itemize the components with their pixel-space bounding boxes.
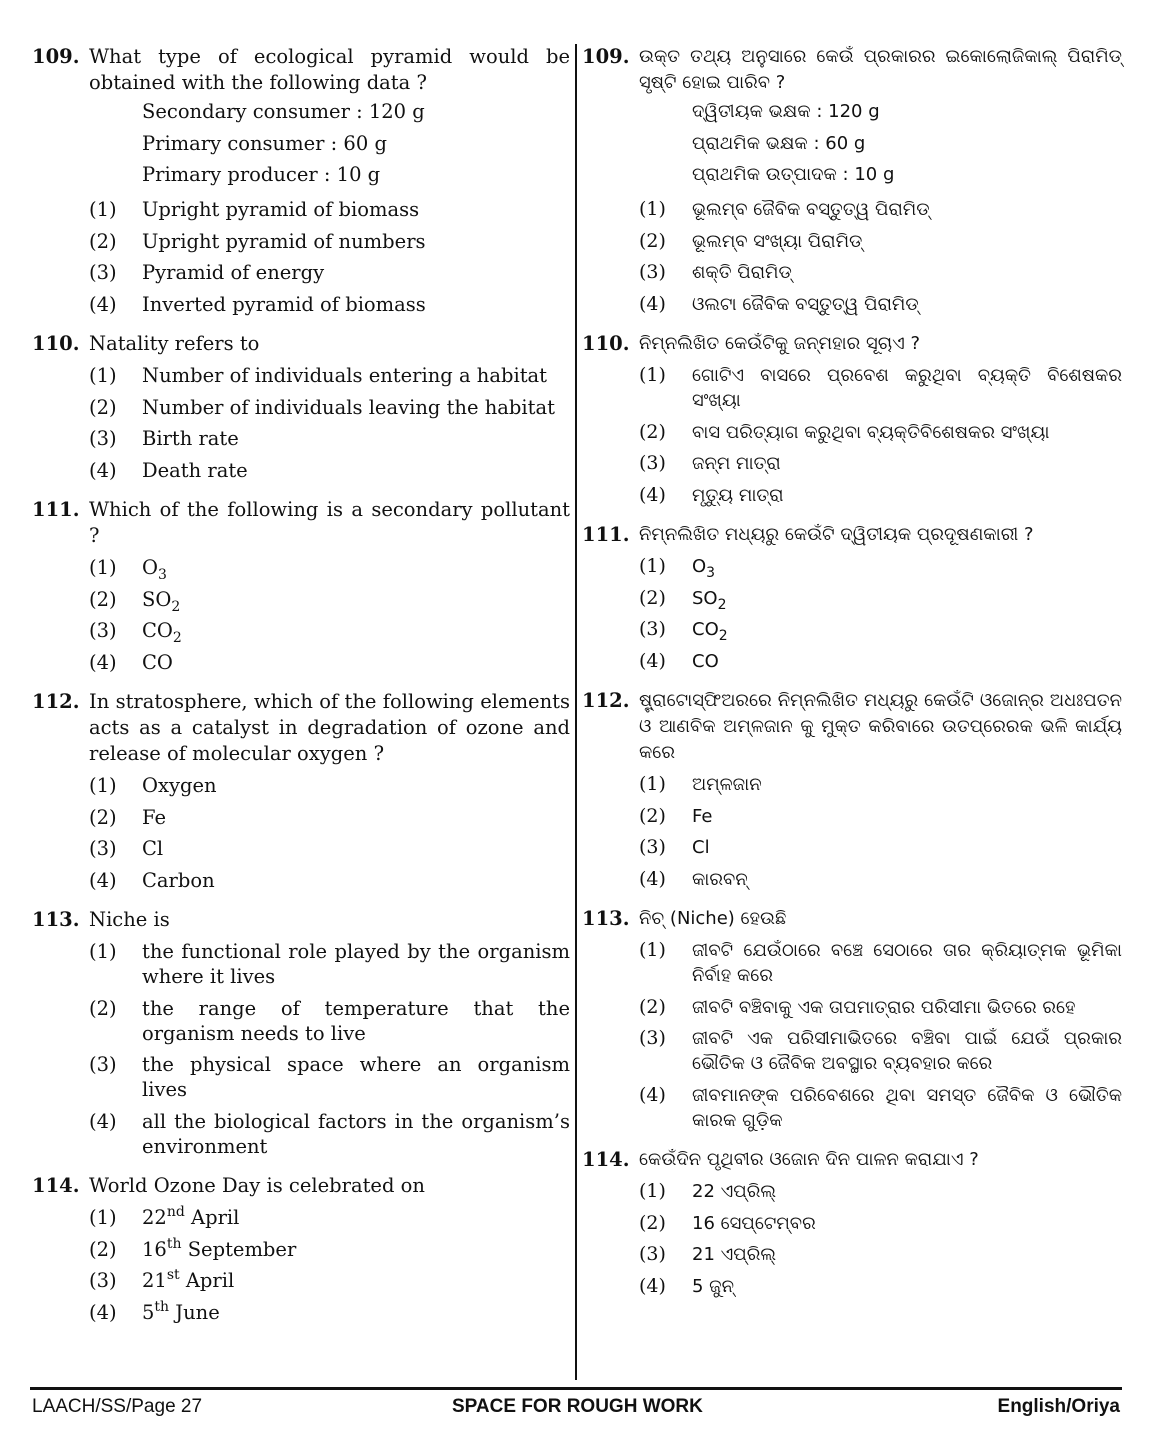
formula-subscript: 2 bbox=[717, 596, 727, 613]
question-head bbox=[582, 1147, 1122, 1173]
question-head bbox=[32, 689, 570, 767]
option-number: (1) bbox=[89, 556, 117, 579]
option bbox=[582, 420, 1122, 445]
option bbox=[32, 426, 570, 451]
question-head bbox=[582, 522, 1122, 548]
option bbox=[582, 451, 1122, 476]
option-number: (4) bbox=[89, 292, 117, 316]
option-text: ଜୀବଟି ବଞ୍ଚିବାକୁ ଏକ ତାପମାତ୍ରାର ପରିସୀମା ଭିତରେ ରହେ bbox=[692, 996, 1076, 1018]
option bbox=[582, 1242, 1122, 1267]
option-number: (2) bbox=[639, 229, 666, 252]
question-110 bbox=[582, 331, 1122, 508]
date-ordinal: nd bbox=[166, 1204, 185, 1220]
option-number: (1) bbox=[639, 939, 666, 961]
option-number: (4) bbox=[89, 868, 117, 892]
question-text: Which of the following is a secondary pollutant ? bbox=[89, 497, 570, 547]
option-text: 22 ଏପ୍ରିଲ୍ bbox=[692, 1181, 777, 1202]
formula-subscript: 2 bbox=[171, 598, 181, 615]
question-number: 110. bbox=[32, 331, 80, 355]
option-text: 21 ଏପ୍ରିଲ୍ bbox=[692, 1244, 777, 1265]
formula-base: O bbox=[142, 556, 158, 579]
date-month: September bbox=[187, 1237, 297, 1261]
option-number: (3) bbox=[639, 452, 666, 474]
option bbox=[582, 804, 1122, 829]
question-number: 113. bbox=[32, 907, 80, 931]
option-number: (2) bbox=[89, 805, 117, 829]
option-number: (2) bbox=[639, 586, 666, 609]
option bbox=[582, 363, 1122, 413]
option-text: Number of individuals entering a habitat bbox=[142, 364, 547, 387]
option bbox=[582, 1179, 1122, 1204]
option bbox=[582, 867, 1122, 892]
option-number: (2) bbox=[89, 395, 117, 419]
option-text: ଅମ୍ଳଜାନ bbox=[692, 774, 762, 795]
option-number: (3) bbox=[89, 1053, 117, 1076]
question-text: Niche is bbox=[89, 907, 170, 931]
question-number: 109. bbox=[32, 45, 80, 68]
option bbox=[32, 773, 570, 798]
question-head bbox=[582, 688, 1122, 766]
question-text: World Ozone Day is celebrated on bbox=[89, 1173, 425, 1197]
date-month: April bbox=[191, 1206, 240, 1229]
question-number: 112. bbox=[582, 688, 630, 712]
option-number: (4) bbox=[639, 867, 666, 890]
option-number: (4) bbox=[639, 292, 666, 315]
data-line: ପ୍ରାଥମିକ ଉତ୍ପାଦକ : 10 g bbox=[692, 164, 895, 185]
option bbox=[582, 772, 1122, 797]
option-number: (2) bbox=[639, 1211, 666, 1234]
option-number: (1) bbox=[89, 1206, 117, 1229]
option-text: 16 ସେପ୍ଟେମ୍ବର bbox=[692, 1212, 816, 1234]
option bbox=[582, 1083, 1122, 1133]
option bbox=[32, 1237, 570, 1262]
option-text: ବାସ ପରିତ୍ୟାଗ କରୁଥିବା ବ୍ୟକ୍ତିବିଶେଷକର ସଂଖ୍ୟା bbox=[692, 421, 1050, 443]
option-number: (1) bbox=[89, 364, 117, 387]
question-head bbox=[32, 44, 570, 96]
option bbox=[32, 395, 570, 420]
option bbox=[32, 868, 570, 893]
data-line: Secondary consumer : 120 g bbox=[142, 100, 425, 123]
option-text: କାରବନ୍ bbox=[692, 868, 748, 890]
option-number: (4) bbox=[639, 483, 666, 506]
option bbox=[582, 1211, 1122, 1236]
option bbox=[582, 835, 1122, 860]
option bbox=[582, 483, 1122, 508]
option bbox=[582, 995, 1122, 1020]
option-text: ଜୀବଟି ଯେଉଁଠାରେ ବଞ୍ଚେ ସେଠାରେ ତାର କ୍ରିୟାତ୍ମକ ଭୂମିକା ନିର୍ବାହ କରେ bbox=[692, 940, 1122, 986]
option-number: (2) bbox=[89, 996, 117, 1020]
question-112 bbox=[582, 688, 1122, 892]
option-number: (3) bbox=[639, 1027, 666, 1049]
question-data bbox=[692, 96, 1122, 191]
option-text: Upright pyramid of numbers bbox=[142, 229, 426, 253]
option bbox=[582, 938, 1122, 988]
page-code: LAACH/SS/Page 27 bbox=[32, 1396, 203, 1417]
date-ordinal: th bbox=[166, 1235, 182, 1252]
option bbox=[32, 996, 570, 1046]
option-number: (3) bbox=[89, 427, 117, 450]
option-number: (3) bbox=[89, 837, 117, 860]
question-number: 114. bbox=[582, 1147, 630, 1171]
question-number: 109. bbox=[582, 45, 630, 68]
date-month: April bbox=[185, 1269, 235, 1292]
formula-subscript: 2 bbox=[172, 630, 182, 646]
option-number: (3) bbox=[89, 261, 117, 284]
data-line: Primary producer : 10 g bbox=[142, 163, 381, 186]
option bbox=[32, 587, 570, 615]
date-day: 22 bbox=[142, 1206, 167, 1229]
question-111 bbox=[32, 497, 570, 675]
date-ordinal: st bbox=[166, 1267, 180, 1283]
question-text: In stratosphere, which of the following elements acts as a catalyst in degradation of ozone and release of molecular oxygen ? bbox=[89, 689, 570, 765]
option-text: ଜୀବଟି ଏକ ପରିସୀମାଭିତରେ ବଞ୍ଚିବା ପାଇଁ ଯେଉଁ ପ୍ରକାର ଭୌତିକ ଓ ଜୈବିକ ଅବସ୍ଥାର ବ୍ୟବହାର କରେ bbox=[692, 1028, 1122, 1074]
question-text: ଷ୍ଟ୍ରାଟୋସ୍ଫିଅରରେ ନିମ୍ନଲିଖିତ ମଧ୍ୟରୁ କେଉଁଟି ଓଜୋନ୍‌ର ଅଧଃପତନ ଓ ଆଣବିକ ଅମ୍ଳଜାନ କୁ ମୁକ୍ତ କରିବାରେ ଉତପ୍ରେରକ ଭଳି କାର୍ଯ୍ୟ କରେ bbox=[639, 689, 1122, 763]
date-day: 21 bbox=[142, 1269, 167, 1292]
question-number: 113. bbox=[582, 906, 630, 930]
question-data bbox=[142, 96, 570, 191]
option bbox=[32, 363, 570, 388]
formula-base: O bbox=[692, 556, 707, 577]
option-number: (1) bbox=[639, 1180, 666, 1202]
option bbox=[32, 229, 570, 254]
date-month: June bbox=[175, 1300, 220, 1324]
question-text: What type of ecological pyramid would be obtained with the following data ? bbox=[89, 45, 570, 94]
option bbox=[32, 292, 570, 317]
option-text bbox=[142, 1268, 570, 1293]
option-number: (2) bbox=[89, 229, 117, 253]
option-text bbox=[142, 555, 570, 583]
option-number: (1) bbox=[639, 555, 666, 577]
option-text bbox=[692, 617, 1122, 642]
option-number: (3) bbox=[89, 1269, 117, 1292]
option-number: (4) bbox=[639, 1083, 666, 1106]
formula-subscript: 2 bbox=[718, 628, 728, 644]
option bbox=[582, 1274, 1122, 1299]
question-number: 111. bbox=[32, 497, 80, 521]
option-text: ଗୋଟିଏ ବାସରେ ପ୍ରବେଶ କରୁଥିବା ବ୍ୟକ୍ତି ବିଶେଷକର ସଂଖ୍ୟା bbox=[692, 365, 1122, 411]
option-number: (1) bbox=[639, 773, 666, 795]
question-text: ନିଚ୍ (Niche) ହେଉଛି bbox=[639, 907, 787, 929]
option-text bbox=[142, 1300, 570, 1325]
option bbox=[32, 555, 570, 583]
option bbox=[582, 292, 1122, 317]
option bbox=[32, 1205, 570, 1230]
option-text: the functional role played by the organism where it lives bbox=[142, 940, 570, 988]
option-number: (4) bbox=[89, 1300, 117, 1324]
question-110 bbox=[32, 331, 570, 483]
option-text: Inverted pyramid of biomass bbox=[142, 292, 426, 316]
option-number: (4) bbox=[89, 650, 117, 674]
option-number: (3) bbox=[639, 618, 666, 640]
option bbox=[32, 836, 570, 861]
option-text: ଭୂଲମ୍ବ ଜୈବିକ ବସ୍ତୁତ୍ୱ ପିରାମିଡ୍ bbox=[692, 199, 930, 220]
option-number: (4) bbox=[89, 1109, 117, 1133]
option-text: CO bbox=[142, 650, 173, 674]
option bbox=[582, 1026, 1122, 1076]
option bbox=[32, 1109, 570, 1159]
option-number: (2) bbox=[89, 1237, 117, 1261]
data-line: Primary consumer : 60 g bbox=[142, 131, 387, 155]
question-head bbox=[32, 907, 570, 933]
question-text: ନିମ୍ନଲିଖିତ ମଧ୍ୟରୁ କେଉଁଟି ଦ୍ୱିତୀୟକ ପ୍ରଦୂଷଣକାରୀ ? bbox=[639, 523, 1034, 545]
question-114 bbox=[582, 1147, 1122, 1299]
right-column-oriya bbox=[582, 44, 1122, 1313]
footer-rule bbox=[30, 1387, 1122, 1390]
option-text: CO bbox=[692, 650, 719, 672]
option bbox=[582, 229, 1122, 254]
option-number: (2) bbox=[639, 804, 666, 827]
option-text: ଓଲଟା ଜୈବିକ ବସ୍ତୁତ୍ୱ ପିରାମିଡ୍ bbox=[692, 293, 919, 315]
option-text: ମୃତ୍ୟୁ ମାତ୍ରା bbox=[692, 484, 784, 506]
data-line: ପ୍ରାଥମିକ ଭକ୍ଷକ : 60 g bbox=[692, 132, 866, 154]
option bbox=[32, 1300, 570, 1325]
option bbox=[582, 617, 1122, 642]
option bbox=[582, 586, 1122, 611]
question-109 bbox=[582, 44, 1122, 317]
data-line: ଦ୍ୱିତୀୟକ ଭକ୍ଷକ : 120 g bbox=[692, 101, 880, 122]
option-number: (4) bbox=[639, 1274, 666, 1297]
question-head bbox=[32, 497, 570, 549]
option bbox=[32, 260, 570, 285]
question-text: Natality refers to bbox=[89, 331, 260, 355]
option-text: the range of temperature that the organism needs to live bbox=[142, 996, 570, 1045]
language-label: English/Oriya bbox=[997, 1396, 1120, 1417]
option-number: (3) bbox=[89, 619, 117, 642]
option bbox=[32, 1052, 570, 1102]
question-number: 110. bbox=[582, 331, 630, 355]
option-text: Oxygen bbox=[142, 774, 217, 797]
question-text: କେଉଁଦିନ ପୃଥିବୀର ଓଜୋନ ଦିନ ପାଳନ କରାଯାଏ ? bbox=[639, 1148, 979, 1170]
question-number: 112. bbox=[32, 689, 80, 713]
option-text: the physical space where an organism lives bbox=[142, 1053, 570, 1101]
question-112 bbox=[32, 689, 570, 893]
option-number: (4) bbox=[89, 458, 117, 482]
rough-work-label: SPACE FOR ROUGH WORK bbox=[452, 1396, 703, 1417]
question-113 bbox=[32, 907, 570, 1159]
left-column-english bbox=[32, 44, 570, 1339]
option-text bbox=[692, 554, 1122, 579]
question-head bbox=[582, 906, 1122, 932]
formula-subscript: 3 bbox=[706, 565, 716, 581]
formula-subscript: 3 bbox=[158, 567, 167, 583]
option bbox=[32, 1268, 570, 1293]
option-text bbox=[142, 587, 570, 615]
option-text bbox=[142, 1237, 570, 1262]
option-number: (1) bbox=[89, 940, 117, 963]
option-text: Upright pyramid of biomass bbox=[142, 198, 420, 221]
option bbox=[32, 458, 570, 483]
question-109 bbox=[32, 44, 570, 317]
option bbox=[32, 618, 570, 646]
question-number: 111. bbox=[582, 522, 630, 546]
option-text: ଜୀବମାନଙ୍କ ପରିବେଶରେ ଥିବା ସମସ୍ତ ଜୈବିକ ଓ ଭୌତିକ କାରକ ଗୁଡ଼ିକ bbox=[692, 1084, 1122, 1131]
question-number: 114. bbox=[32, 1173, 80, 1197]
option-text: Number of individuals leaving the habitat bbox=[142, 395, 555, 419]
question-text: ନିମ୍ନଲିଖିତ କେଉଁଟିକୁ ଜନ୍ମହାର ସୂଚାଏ ? bbox=[639, 332, 921, 354]
option-number: (3) bbox=[639, 836, 666, 858]
formula-base: CO bbox=[692, 619, 719, 640]
question-text: ଉକ୍ତ ତଥ୍ୟ ଅନୁସାରେ କେଉଁ ପ୍ରକାରର ଇକୋଲୋଜିକାଲ୍ ପିରାମିଡ୍ ସୃଷ୍ଟି ହୋଇ ପାରିବ ? bbox=[639, 46, 1122, 93]
option bbox=[32, 939, 570, 989]
option-text: 5 ଜୁନ୍ bbox=[692, 1275, 735, 1297]
option-text: Death rate bbox=[142, 458, 248, 482]
option-text: Birth rate bbox=[142, 427, 239, 450]
option-text: Fe bbox=[142, 805, 167, 829]
option-number: (3) bbox=[639, 261, 666, 283]
option-text: ଜନ୍ମ ମାତ୍ରା bbox=[692, 453, 781, 474]
date-day: 16 bbox=[142, 1237, 167, 1261]
option-number: (2) bbox=[89, 587, 117, 611]
question-head bbox=[582, 44, 1122, 96]
option-number: (1) bbox=[639, 364, 666, 386]
option bbox=[32, 197, 570, 222]
question-head bbox=[32, 331, 570, 357]
option bbox=[32, 805, 570, 830]
column-divider bbox=[575, 44, 577, 1380]
option-text bbox=[692, 586, 1122, 611]
formula-base: CO bbox=[142, 619, 173, 642]
option-number: (1) bbox=[89, 198, 117, 221]
option-text: ଭୂଲମ୍ବ ସଂଖ୍ୟା ପିରାମିଡ୍ bbox=[692, 230, 863, 252]
question-114 bbox=[32, 1173, 570, 1325]
option-number: (3) bbox=[639, 1243, 666, 1265]
option-number: (2) bbox=[639, 420, 666, 443]
option-number: (1) bbox=[89, 774, 117, 797]
option-text: Fe bbox=[692, 805, 713, 827]
option-text bbox=[142, 1205, 570, 1230]
formula-base: SO bbox=[692, 587, 718, 609]
option bbox=[582, 649, 1122, 674]
option-number: (2) bbox=[639, 995, 666, 1018]
question-113 bbox=[582, 906, 1122, 1133]
date-ordinal: th bbox=[154, 1298, 170, 1315]
option bbox=[582, 197, 1122, 222]
option-text: Carbon bbox=[142, 868, 215, 892]
option-text bbox=[142, 618, 570, 646]
option bbox=[582, 554, 1122, 579]
option-number: (1) bbox=[639, 198, 666, 220]
option bbox=[582, 260, 1122, 285]
option bbox=[32, 650, 570, 675]
option-text: Pyramid of energy bbox=[142, 261, 325, 284]
option-text: Cl bbox=[692, 837, 710, 858]
question-111 bbox=[582, 522, 1122, 674]
formula-base: SO bbox=[142, 587, 172, 611]
footer bbox=[32, 1396, 1120, 1422]
option-number: (4) bbox=[639, 649, 666, 672]
option-text: ଶକ୍ତି ପିରାମିଡ୍ bbox=[692, 262, 792, 283]
option-text: Cl bbox=[142, 837, 164, 860]
date-day: 5 bbox=[142, 1300, 155, 1324]
option-text: all the biological factors in the organism’s environment bbox=[142, 1109, 570, 1158]
question-head bbox=[582, 331, 1122, 357]
question-head bbox=[32, 1173, 570, 1199]
